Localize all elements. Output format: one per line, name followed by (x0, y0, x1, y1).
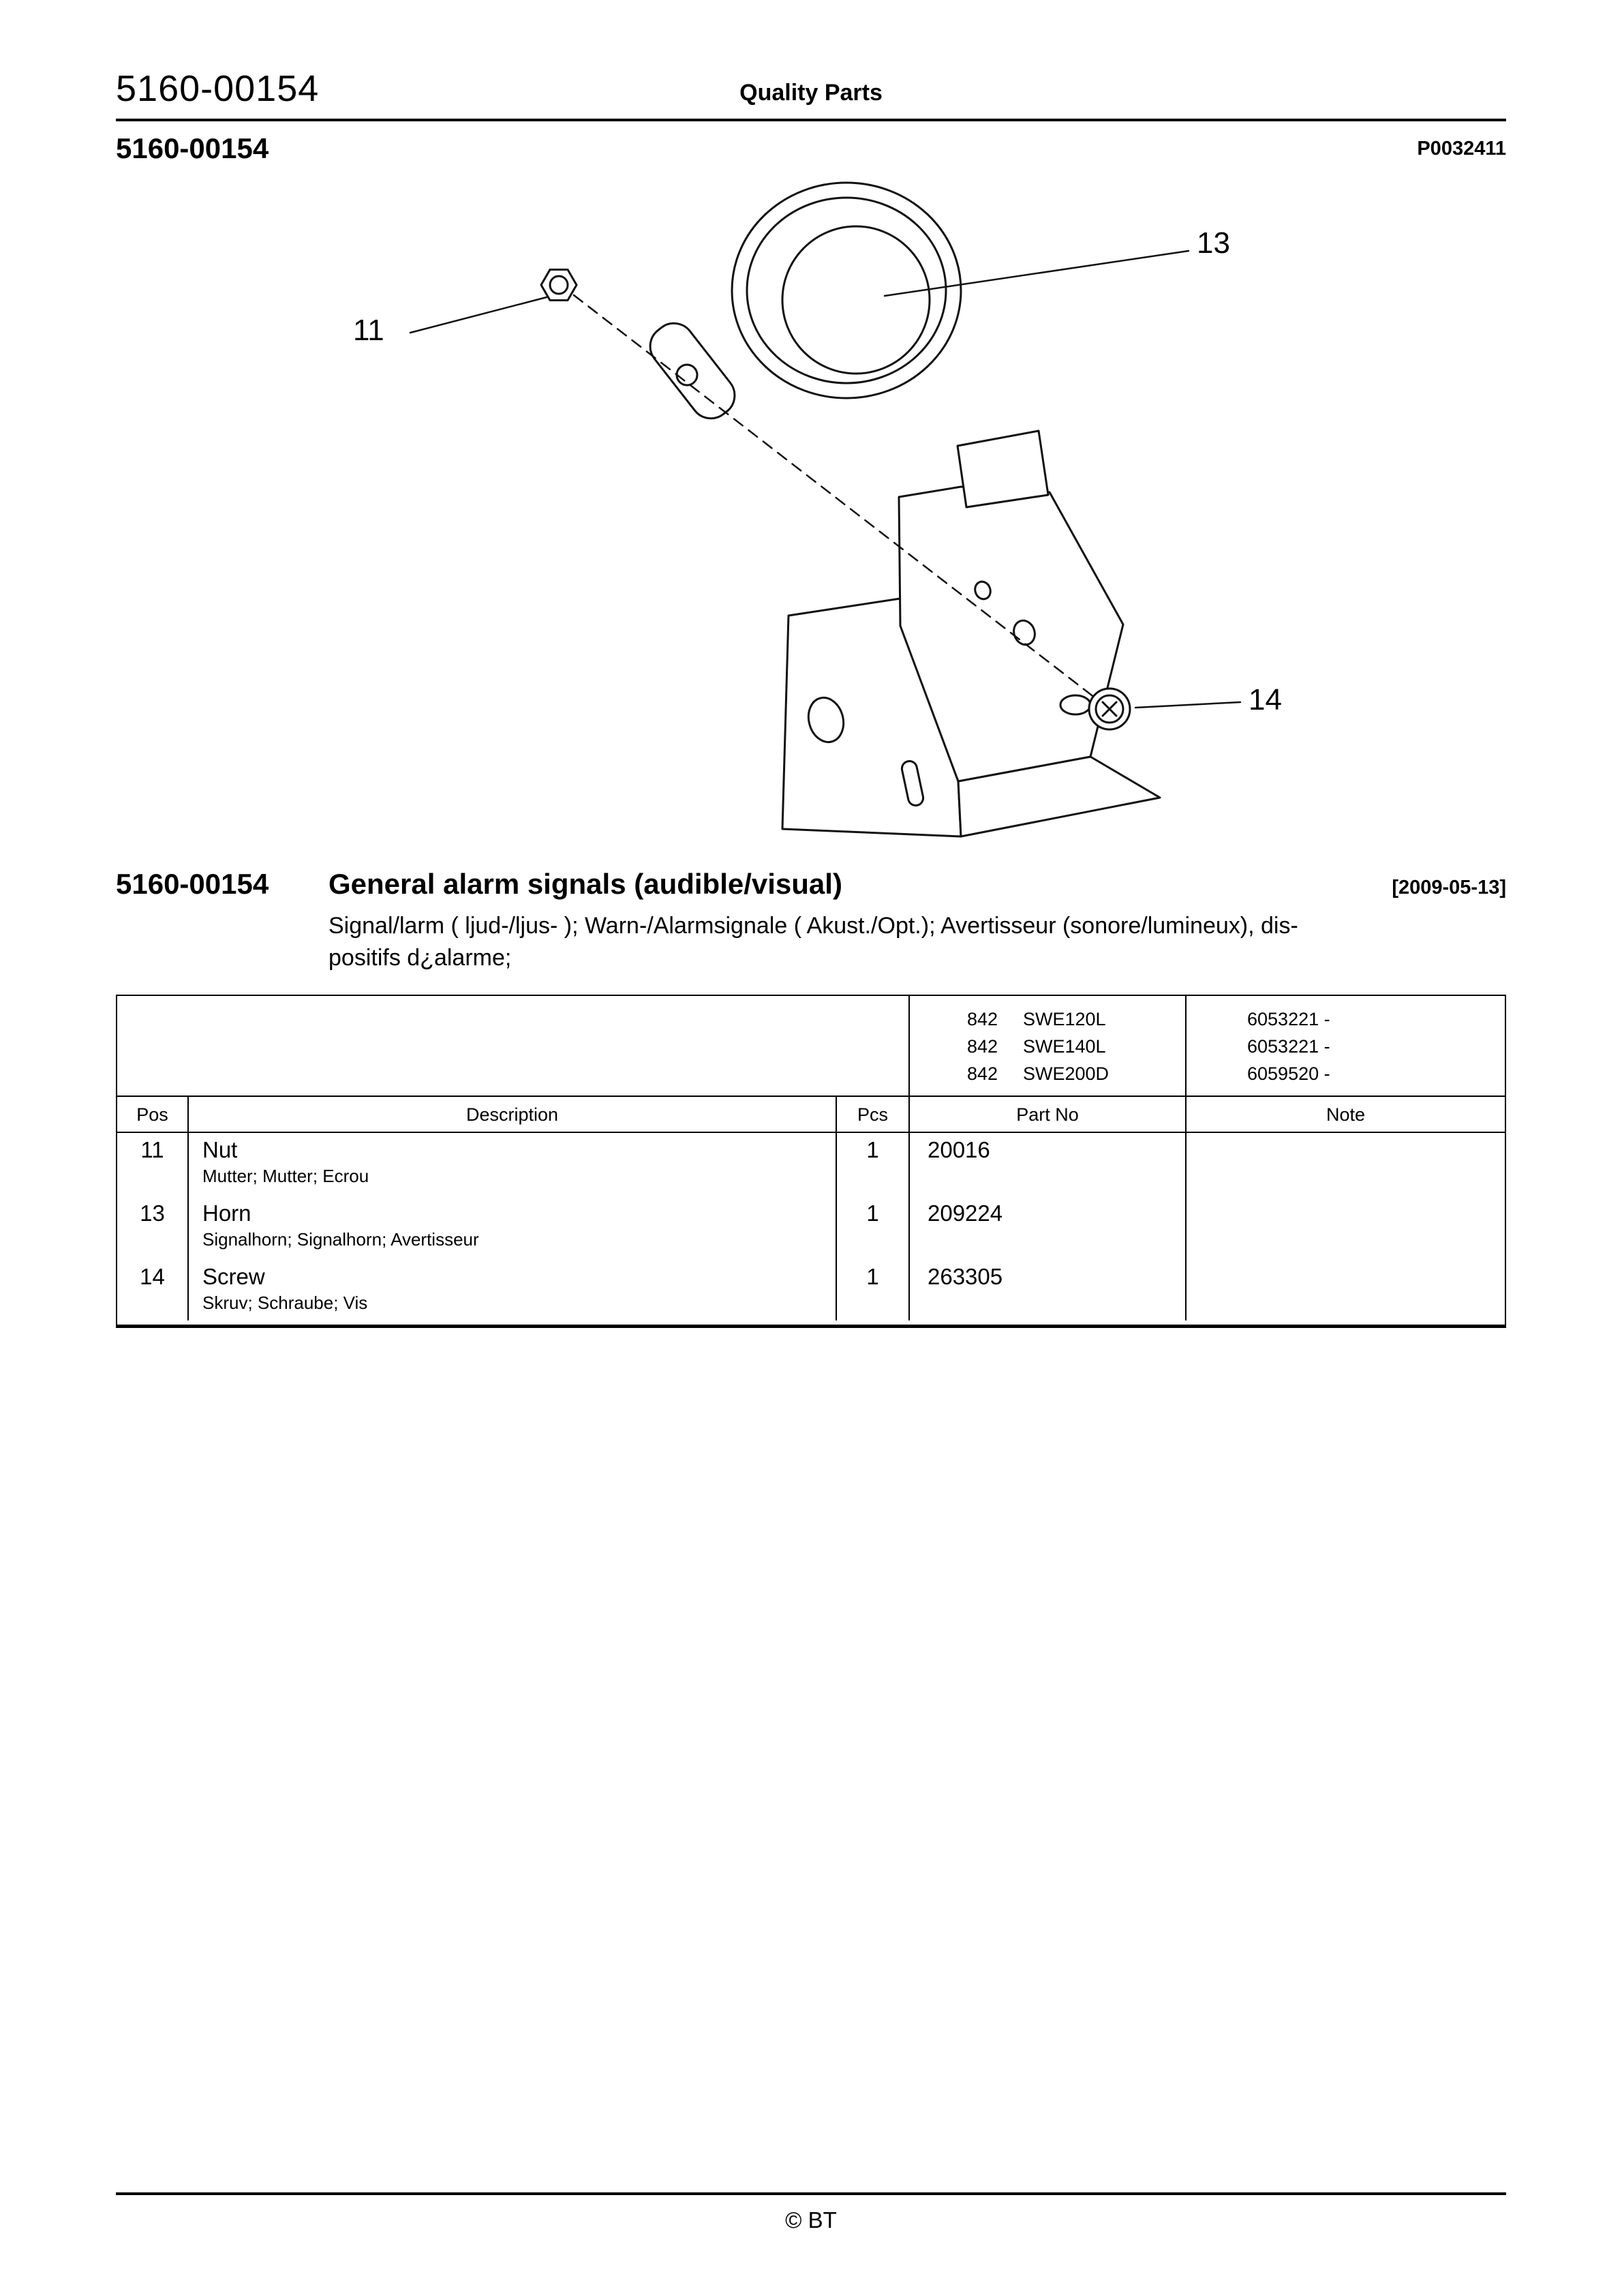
row-pcs: 1 (836, 1194, 908, 1257)
part-translations: Mutter; Mutter; Ecrou (202, 1166, 369, 1186)
row-part-no: 263305 (908, 1257, 1185, 1320)
header-pos: Pos (136, 1104, 168, 1125)
model-row (967, 1060, 1185, 1087)
row-pcs: 1 (836, 1133, 908, 1194)
document-number: 5160-00154 (116, 68, 320, 109)
row-pcs: 1 (836, 1257, 908, 1320)
header-part-no: Part No (908, 1097, 1185, 1132)
section-title: General alarm signals (audible/visual) (328, 868, 842, 900)
figure-reference: P0032411 (1417, 137, 1506, 160)
section-number: 5160-00154 (116, 868, 269, 900)
header-note: Note (1185, 1097, 1505, 1132)
models-list (908, 996, 1185, 1096)
model-name: SWE200D (1023, 1063, 1110, 1084)
model-code: 842 (967, 1063, 998, 1084)
section-header (116, 868, 1506, 901)
part-translations: Skruv; Schraube; Vis (202, 1293, 368, 1313)
row-pos: 11 (140, 1137, 164, 1162)
table-header-row (117, 1097, 1505, 1133)
part-name: Nut (202, 1137, 238, 1162)
model-row (967, 1006, 1185, 1033)
model-serial: 6053221 - (1247, 1036, 1330, 1057)
parts-table (116, 995, 1506, 1328)
model-row (967, 1033, 1185, 1060)
serials-list (1185, 996, 1505, 1096)
table-row (117, 1257, 1505, 1320)
header-description: Description (187, 1097, 836, 1132)
model-serial: 6059520 - (1247, 1063, 1330, 1084)
header-pcs: Pcs (836, 1097, 908, 1132)
callout-horn: 13 (1197, 226, 1230, 260)
horn-assembly-drawing (116, 169, 1506, 861)
section-date: [2009-05-13] (1392, 877, 1506, 898)
table-body (117, 1133, 1505, 1325)
figure-document-number: 5160-00154 (116, 132, 269, 164)
exploded-view-diagram (116, 169, 1506, 861)
section-description (328, 910, 1506, 974)
part-name: Horn (202, 1200, 251, 1226)
callout-nut: 11 (353, 314, 384, 347)
row-description (187, 1257, 836, 1320)
copyright-text: © BT (785, 2207, 837, 2233)
description-line-2: positifs d¿alarme; (328, 945, 512, 971)
row-note (1185, 1133, 1505, 1194)
row-note (1185, 1257, 1505, 1320)
models-box (117, 996, 1505, 1097)
row-pos: 13 (140, 1200, 165, 1226)
models-box-spacer (117, 996, 908, 1096)
model-code: 842 (967, 1036, 998, 1057)
model-code: 842 (967, 1009, 998, 1029)
part-translations: Signalhorn; Signalhorn; Avertisseur (202, 1229, 479, 1250)
part-name: Screw (202, 1264, 265, 1289)
page-footer (116, 2192, 1506, 2233)
description-line-1: Signal/larm ( ljud-/ljus- ); Warn-/Alarmsignale ( Akust./Opt.); Avertisseur (sonore/lumineux), dis- (328, 913, 1298, 939)
row-pos: 14 (140, 1264, 165, 1289)
row-description (187, 1133, 836, 1194)
model-serial: 6053221 - (1247, 1009, 1330, 1029)
row-description (187, 1194, 836, 1257)
header-rule (116, 119, 1506, 121)
figure-header (116, 132, 1506, 165)
table-row (117, 1194, 1505, 1257)
row-part-no: 209224 (908, 1194, 1185, 1257)
row-part-no: 20016 (908, 1133, 1185, 1194)
catalog-title: Quality Parts (739, 80, 883, 106)
callout-screw: 14 (1249, 683, 1282, 716)
model-name: SWE120L (1023, 1009, 1106, 1029)
table-row (117, 1133, 1505, 1194)
row-note (1185, 1194, 1505, 1257)
page-header (116, 0, 1506, 109)
model-name: SWE140L (1023, 1036, 1106, 1057)
